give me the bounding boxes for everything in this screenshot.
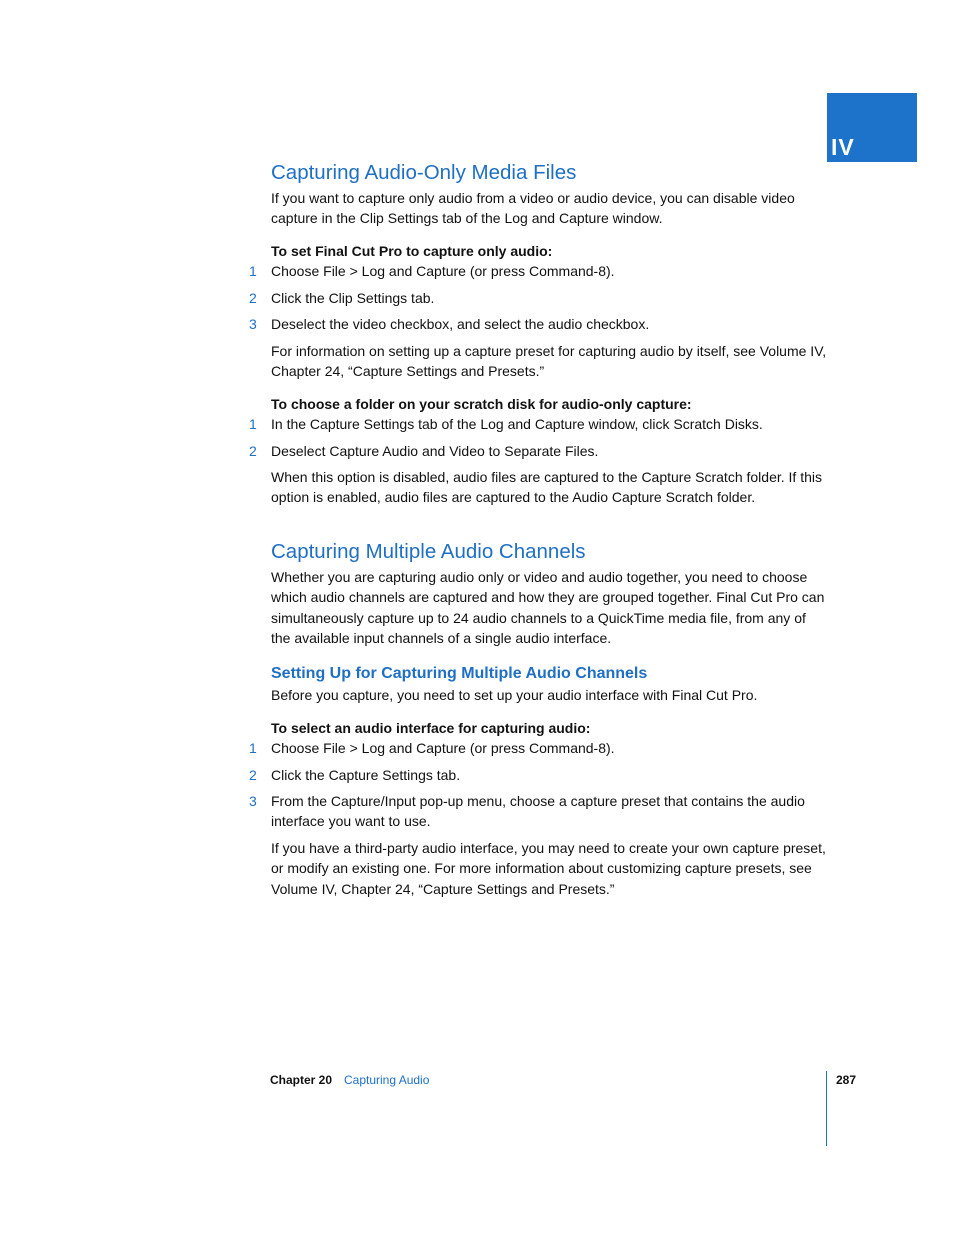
step-number: 2 bbox=[249, 443, 257, 459]
section-heading-multiple-channels: Capturing Multiple Audio Channels bbox=[271, 540, 586, 563]
task-note: For information on setting up a capture preset for capturing audio by itself, see Volume IV, Chapter 24, “Capture Settings and Presets.” bbox=[271, 343, 827, 380]
list-item bbox=[249, 791, 827, 832]
step-text: Choose File > Log and Capture (or press Command-8). bbox=[271, 740, 615, 756]
step-number: 1 bbox=[249, 416, 257, 432]
list-item bbox=[249, 261, 827, 281]
step-text: In the Capture Settings tab of the Log and Capture window, click Scratch Disks. bbox=[271, 416, 763, 432]
step-number: 2 bbox=[249, 767, 257, 783]
step-number: 3 bbox=[249, 793, 257, 809]
step-number: 3 bbox=[249, 316, 257, 332]
task-note: If you have a third-party audio interface, you may need to create your own capture preset, or modify an existing one. For more information about customizing capture presets, see Volume IV, Chapter 24, “Capture Settings and Presets.” bbox=[271, 840, 826, 897]
list-item bbox=[249, 765, 827, 785]
footer-chapter-title: Capturing Audio bbox=[344, 1073, 430, 1087]
list-item bbox=[249, 288, 827, 308]
task-note: When this option is disabled, audio files are captured to the Capture Scratch folder. If this option is enabled, audio files are captured to the Audio Capture Scratch folder. bbox=[271, 469, 822, 506]
section-heading-audio-only: Capturing Audio-Only Media Files bbox=[271, 161, 577, 184]
page-number: 287 bbox=[836, 1073, 857, 1087]
step-number: 1 bbox=[249, 263, 257, 279]
step-text: Click the Capture Settings tab. bbox=[271, 767, 461, 783]
subsection-heading: Setting Up for Capturing Multiple Audio Channels bbox=[271, 665, 648, 682]
section-intro-audio-only: If you want to capture only audio from a video or audio device, you can disable video capture in the Clip Settings tab of the Log and Capture window. bbox=[271, 190, 795, 227]
task-title-select-interface: To select an audio interface for capturing audio: bbox=[271, 720, 591, 736]
part-tab-label: IV bbox=[831, 134, 855, 160]
footer-chapter-label: Chapter 20 bbox=[270, 1073, 333, 1087]
step-text: From the Capture/Input pop-up menu, choose a capture preset that contains the audio interface you want to use. bbox=[271, 793, 805, 830]
step-number: 2 bbox=[249, 290, 257, 306]
footer-divider bbox=[826, 1071, 827, 1146]
list-item bbox=[249, 314, 827, 334]
list-item bbox=[249, 414, 827, 434]
step-text: Deselect Capture Audio and Video to Separate Files. bbox=[271, 443, 599, 459]
task-title-capture-only-audio: To set Final Cut Pro to capture only audio: bbox=[271, 243, 553, 259]
step-text: Click the Clip Settings tab. bbox=[271, 290, 435, 306]
step-text: Deselect the video checkbox, and select the audio checkbox. bbox=[271, 316, 650, 332]
section-intro-multiple-channels: Whether you are capturing audio only or video and audio together, you need to choose which audio channels are captured and how they are grouped together. Final Cut Pro can simultaneously capture up to 24 audio channels to a QuickTime media file, from any of the available input channels of a single audio interface. bbox=[271, 569, 825, 647]
list-item bbox=[249, 738, 827, 758]
step-number: 1 bbox=[249, 740, 257, 756]
subsection-intro: Before you capture, you need to set up your audio interface with Final Cut Pro. bbox=[271, 687, 758, 703]
step-text: Choose File > Log and Capture (or press Command-8). bbox=[271, 263, 615, 279]
task-title-scratch-disk-folder: To choose a folder on your scratch disk for audio-only capture: bbox=[271, 396, 692, 412]
list-item bbox=[249, 441, 827, 461]
part-tab bbox=[827, 93, 917, 162]
